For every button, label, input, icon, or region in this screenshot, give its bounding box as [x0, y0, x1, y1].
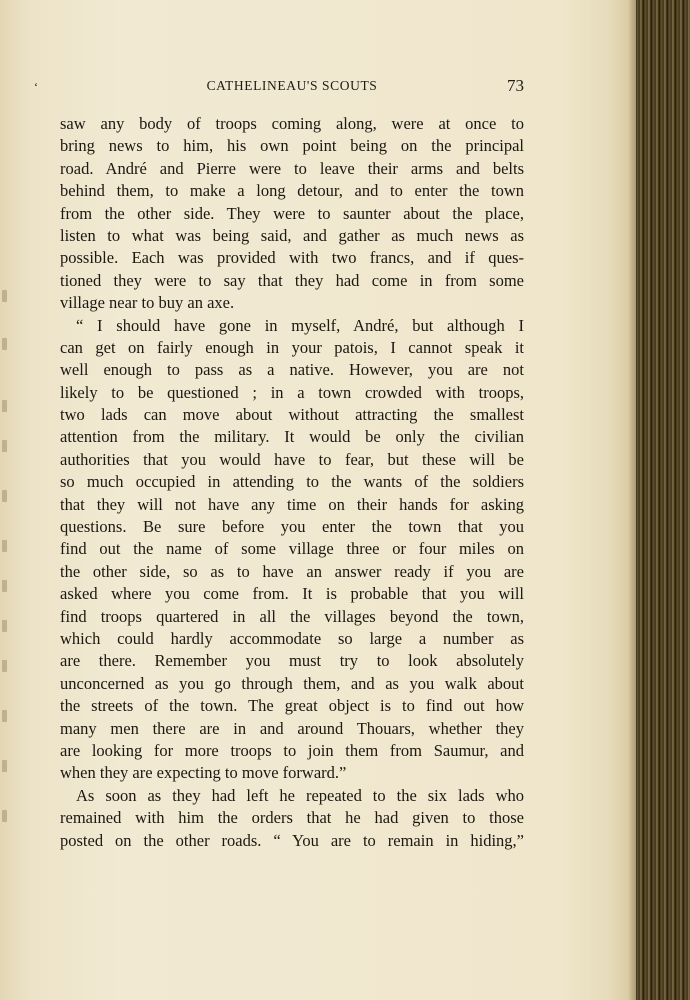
margin-mark: [2, 660, 7, 672]
text-line: likely to be questioned ; in a town crowded with troops,: [60, 382, 524, 402]
text-line: As soon as they had left he repeated to the six lads who: [76, 785, 524, 805]
text-line: many men there are in and around Thouars, whether they: [60, 718, 524, 738]
body-text: [60, 113, 524, 852]
text-line: asked where you come from. It is probable that you will: [60, 584, 524, 604]
text-line: authorities that you would have to fear, but these will be: [60, 449, 524, 469]
margin-mark: [2, 490, 7, 502]
page-number: 73: [507, 76, 524, 95]
text-line: tioned they were to say that they had come in from some: [60, 270, 524, 290]
margin-mark: [2, 580, 7, 592]
margin-mark: [2, 290, 7, 302]
text-line: unconcerned as you go through them, and as you walk about: [60, 673, 524, 693]
margin-mark: [2, 710, 7, 722]
text-line: behind them, to make a long detour, and to enter the town: [60, 181, 524, 201]
stray-ink-mark: ‘: [34, 80, 38, 94]
text-line: village near to buy an axe.: [60, 293, 235, 313]
text-line: the streets of the town. The great object is to find out how: [60, 696, 524, 716]
margin-mark: [2, 620, 7, 632]
text-line: two lads can move about without attracting the smallest: [60, 405, 524, 425]
page-header: [60, 78, 524, 98]
text-line: road. André and Pierre were to leave their arms and belts: [60, 158, 524, 178]
text-line: posted on the other roads. “ You are to remain in hiding,”: [60, 830, 524, 850]
margin-mark: [2, 810, 7, 822]
text-line: questions. Be sure before you enter the town that you: [60, 517, 524, 537]
margin-mark: [2, 400, 7, 412]
text-line: when they are expecting to move forward.”: [60, 763, 347, 783]
text-line: listen to what was being said, and gather as much news as: [60, 225, 524, 245]
margin-mark: [2, 760, 7, 772]
text-line: remained with him the orders that he had given to those: [60, 808, 524, 828]
text-line: bring news to him, his own point being on the principal: [60, 136, 524, 156]
text-line: possible. Each was provided with two francs, and if ques-: [60, 248, 524, 268]
running-head: CATHELINEAU'S SCOUTS: [206, 78, 378, 93]
text-line: find troops quartered in all the villages beyond the town,: [60, 606, 524, 626]
margin-mark: [2, 540, 7, 552]
text-line: well enough to pass as a native. However, you are not: [60, 360, 524, 380]
text-line: which could hardly accommodate so large a number as: [60, 628, 524, 648]
text-line: the other side, so as to have an answer ready if you are: [60, 561, 524, 581]
text-line: from the other side. They were to saunter about the place,: [60, 203, 524, 223]
text-line: attention from the military. It would be only the civilian: [60, 427, 524, 447]
text-line: “ I should have gone in myself, André, but although I: [76, 315, 524, 335]
text-line: saw any body of troops coming along, were at once to: [60, 114, 524, 133]
margin-mark: [2, 440, 7, 452]
binding-margin-marks: [0, 290, 14, 850]
text-line: so much occupied in attending to the wants of the soldiers: [60, 472, 524, 492]
text-line: are looking for more troops to join them from Saumur, and: [60, 740, 524, 760]
text-line: that they will not have any time on their hands for asking: [60, 494, 524, 514]
book-fore-edge: [636, 0, 690, 1000]
text-line: can get on fairly enough in your patois, I cannot speak it: [60, 337, 524, 357]
text-line: find out the name of some village three or four miles on: [60, 539, 524, 559]
margin-mark: [2, 338, 7, 350]
text-line: are there. Remember you must try to look absolutely: [60, 651, 524, 671]
